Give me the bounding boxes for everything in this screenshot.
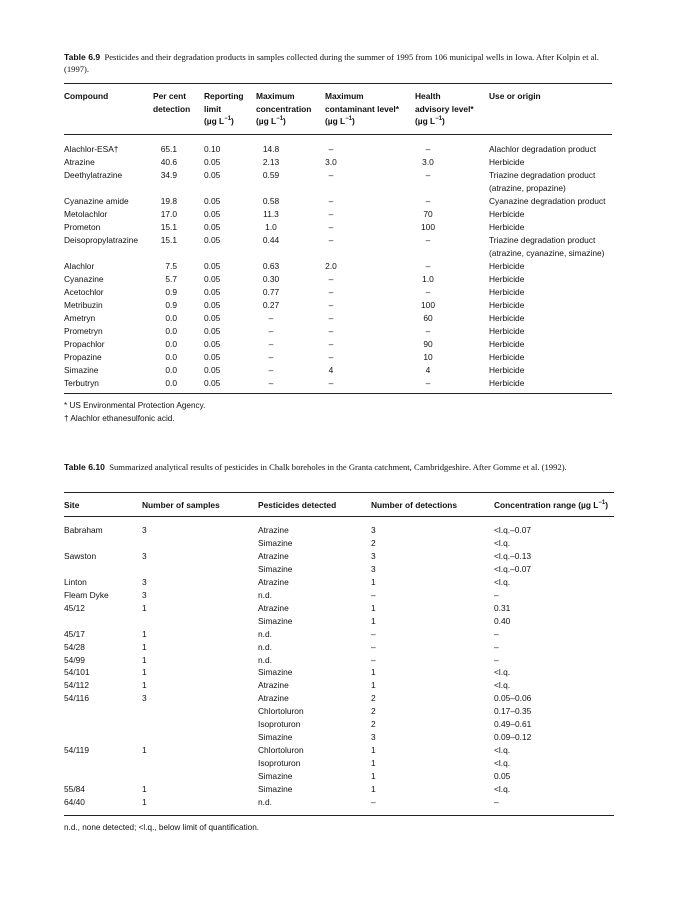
max-concentration-cell: 2.13 xyxy=(262,157,280,167)
reporting-limit-cell: 0.05 xyxy=(204,313,221,323)
max-concentration-cell: – xyxy=(268,378,274,388)
mcl-cell: – xyxy=(328,300,334,310)
pesticide-cell: Simazine xyxy=(258,615,293,626)
header-max-conc-unit: (µg $L^{-1}$) xyxy=(256,116,286,126)
header-pesticides: Pesticides detected xyxy=(258,500,337,510)
mcl-cell: – xyxy=(328,196,334,206)
table-row xyxy=(0,299,691,312)
table-6-10-top-rule xyxy=(64,492,614,493)
header-use: Use or origin xyxy=(489,91,541,101)
reporting-limit-cell: 0.05 xyxy=(204,157,221,167)
max-concentration-cell: – xyxy=(268,352,274,362)
percent-cell: 0.0 xyxy=(165,313,177,323)
detections-cell: 2 xyxy=(371,537,376,548)
compound-cell: Cyanazine xyxy=(64,274,104,284)
header-percent-line1: Per cent xyxy=(153,91,187,101)
mcl-cell: – xyxy=(328,222,334,232)
samples-cell: 1 xyxy=(142,796,147,807)
table-row xyxy=(0,260,691,273)
header-reporting-unit: (µg $L^{-1}$) xyxy=(204,116,234,126)
table-6-10-label: Table 6.10 xyxy=(64,462,105,472)
detections-cell: – xyxy=(371,654,376,665)
use-cell: Herbicide xyxy=(489,209,525,219)
detections-cell: 1 xyxy=(371,615,376,626)
range-cell: – xyxy=(494,589,499,600)
table-row xyxy=(0,602,691,615)
health-advisory-cell: 90 xyxy=(423,339,433,349)
health-advisory-cell: 70 xyxy=(423,209,433,219)
table-row xyxy=(0,312,691,325)
header-max-conc-line1: Maximum xyxy=(256,91,295,101)
samples-cell: 1 xyxy=(142,628,147,639)
max-concentration-cell: 0.59 xyxy=(262,170,280,180)
compound-cell: Propachlor xyxy=(64,339,105,349)
health-advisory-cell: 100 xyxy=(421,300,435,310)
site-cell: 54/112 xyxy=(64,680,89,691)
percent-cell: 7.5 xyxy=(165,261,177,271)
header-reporting xyxy=(204,90,244,128)
mcl-cell: 3.0 xyxy=(325,157,337,167)
samples-cell: 3 xyxy=(142,589,147,600)
compound-cell: Cyanazine amide xyxy=(64,196,129,206)
table-row xyxy=(0,377,691,390)
health-advisory-cell: 4 xyxy=(425,365,431,375)
range-cell: <l.q. xyxy=(494,667,511,678)
header-samples: Number of samples xyxy=(142,500,220,510)
pesticide-cell: Simazine xyxy=(258,784,293,794)
table-row xyxy=(0,537,691,550)
pesticide-cell: Simazine xyxy=(258,771,293,782)
table-row xyxy=(0,744,691,757)
compound-cell: Metribuzin xyxy=(64,300,103,310)
max-concentration-cell: 0.44 xyxy=(262,235,280,245)
site-cell: 45/12 xyxy=(64,602,85,613)
samples-cell: 3 xyxy=(142,576,147,587)
pesticide-cell: Simazine xyxy=(258,563,293,574)
table-row xyxy=(0,325,691,338)
samples-cell: 1 xyxy=(142,784,147,794)
max-concentration-cell: 11.3 xyxy=(263,209,279,219)
detections-cell: 1 xyxy=(371,576,376,587)
health-advisory-cell: – xyxy=(425,170,431,180)
site-cell: 64/40 xyxy=(64,796,85,807)
health-advisory-cell: – xyxy=(425,144,431,154)
header-compound: Compound xyxy=(64,91,109,101)
use-cell: Herbicide xyxy=(489,339,525,349)
range-cell: – xyxy=(494,641,499,652)
table-6-10-caption xyxy=(64,461,624,473)
mcl-cell: – xyxy=(328,339,334,349)
samples-cell: 1 xyxy=(142,641,147,652)
range-cell: <l.q. xyxy=(494,784,511,794)
table-6-9-footnotes xyxy=(64,400,205,425)
header-percent xyxy=(153,90,190,115)
table-row xyxy=(0,589,691,602)
compound-cell: Propazine xyxy=(64,352,102,362)
table-6-10-header-rule xyxy=(64,516,614,517)
detections-cell: 3 xyxy=(371,525,376,535)
compound-cell: Metolachlor xyxy=(64,209,108,219)
compound-cell: Terbutryn xyxy=(64,378,99,388)
detections-cell: 1 xyxy=(371,667,376,678)
max-concentration-cell: – xyxy=(268,326,274,336)
site-cell: Babraham xyxy=(64,525,103,535)
compound-cell: Alachlor-ESA† xyxy=(64,144,119,154)
compound-cell: Ametryn xyxy=(64,313,96,323)
health-advisory-cell: – xyxy=(425,378,431,388)
compound-cell: Acetochlor xyxy=(64,287,104,297)
table-6-10-footnote: n.d., none detected; <l.q., below limit of quantification. xyxy=(64,823,260,832)
detections-cell: – xyxy=(371,628,376,639)
table-6-10-caption-text: Summarized analytical results of pesticides in Chalk boreholes in the Granta catchment, Cambridgeshire. After Gomme et al. (1992). xyxy=(109,462,567,472)
range-cell: 0.31 xyxy=(494,602,511,613)
header-reporting-line1: Reporting xyxy=(204,91,244,101)
max-concentration-cell: – xyxy=(268,313,274,323)
max-concentration-cell: – xyxy=(268,365,274,375)
use-cell: Herbicide xyxy=(489,157,525,167)
use-cell: Triazine degradation product xyxy=(489,235,596,245)
pesticide-cell: Simazine xyxy=(258,537,293,548)
samples-cell: 3 xyxy=(142,525,147,535)
detections-cell: – xyxy=(371,589,376,600)
range-cell: – xyxy=(494,654,499,665)
detections-cell: 1 xyxy=(371,602,376,613)
reporting-limit-cell: 0.05 xyxy=(204,287,221,297)
pesticide-cell: Atrazine xyxy=(258,550,289,561)
table-row xyxy=(0,628,691,641)
samples-cell: 3 xyxy=(142,693,147,704)
mcl-cell: – xyxy=(328,326,334,336)
percent-cell: 15.1 xyxy=(160,222,177,232)
table-row xyxy=(0,576,691,589)
range-cell: 0.17–0.35 xyxy=(494,706,532,717)
table-row xyxy=(0,351,691,364)
max-concentration-cell: – xyxy=(268,339,274,349)
detections-cell: 1 xyxy=(371,771,376,782)
compound-cell: Atrazine xyxy=(64,157,95,167)
range-cell: 0.40 xyxy=(494,615,511,626)
table-row xyxy=(0,524,691,537)
compound-cell: Prometon xyxy=(64,222,101,232)
header-health xyxy=(415,90,474,128)
table-row xyxy=(0,654,691,667)
use-cell: Herbicide xyxy=(489,326,525,336)
table-row xyxy=(0,234,691,258)
range-cell: 0.09–0.12 xyxy=(494,732,532,743)
header-percent-line2: detection xyxy=(153,103,191,114)
site-cell: 54/99 xyxy=(64,654,85,665)
range-cell: 0.05 xyxy=(494,771,511,782)
max-concentration-cell: 1.0 xyxy=(265,222,277,232)
detections-cell: 1 xyxy=(371,784,376,794)
footnote-epa: * US Environmental Protection Agency. xyxy=(64,401,206,410)
table-row xyxy=(0,273,691,286)
max-concentration-cell: 0.63 xyxy=(262,261,280,271)
reporting-limit-cell: 0.05 xyxy=(204,300,221,310)
use-cell: Herbicide xyxy=(489,352,525,362)
pesticide-cell: Simazine xyxy=(258,732,293,743)
site-cell: Fleam Dyke xyxy=(64,589,109,600)
site-cell: 54/101 xyxy=(64,667,90,678)
percent-cell: 0.0 xyxy=(165,352,177,362)
detections-cell: – xyxy=(371,796,376,807)
range-cell: 0.49–0.61 xyxy=(494,719,532,730)
range-cell: <l.q.–0.07 xyxy=(494,563,532,574)
site-cell: 54/119 xyxy=(64,745,89,756)
table-row xyxy=(0,563,691,576)
reporting-limit-cell: 0.05 xyxy=(204,378,221,388)
mcl-cell: – xyxy=(328,144,334,154)
detections-cell: 3 xyxy=(371,550,376,561)
table-row xyxy=(0,757,691,770)
table-row xyxy=(0,169,691,193)
detections-cell: 2 xyxy=(371,706,376,717)
percent-cell: 40.6 xyxy=(160,157,177,167)
table-row xyxy=(0,692,691,705)
pesticide-cell: Isoproturon xyxy=(258,719,301,730)
header-site: Site xyxy=(64,500,80,510)
table-row xyxy=(0,666,691,679)
header-detections: Number of detections xyxy=(371,500,458,510)
samples-cell: 1 xyxy=(142,745,147,756)
health-advisory-cell: – xyxy=(425,261,431,271)
range-cell: <l.q.–0.07 xyxy=(494,525,532,535)
reporting-limit-cell: 0.05 xyxy=(204,339,221,349)
use-cell: Herbicide xyxy=(489,274,525,284)
percent-cell: 0.0 xyxy=(165,326,177,336)
percent-cell: 0.9 xyxy=(165,287,177,297)
table-row xyxy=(0,156,691,169)
table-row xyxy=(0,143,691,156)
table-row xyxy=(0,615,691,628)
reporting-limit-cell: 0.05 xyxy=(204,365,221,375)
reporting-limit-cell: 0.05 xyxy=(204,352,221,362)
table-row xyxy=(0,286,691,299)
range-cell: <l.q.–0.13 xyxy=(494,550,532,561)
range-cell: – xyxy=(494,796,499,807)
use-cell-continued: (atrazine, cyanazine, simazine) xyxy=(489,248,605,258)
mcl-cell: – xyxy=(328,235,334,245)
detections-cell: – xyxy=(371,641,376,652)
header-mcl-line1: Maximum xyxy=(325,91,364,101)
percent-cell: 0.0 xyxy=(165,339,177,349)
pesticide-cell: n.d. xyxy=(258,796,272,807)
range-cell: – xyxy=(494,628,499,639)
pesticide-cell: Isoproturon xyxy=(258,758,301,769)
max-concentration-cell: 14.8 xyxy=(262,144,280,154)
table-row xyxy=(0,338,691,351)
health-advisory-cell: – xyxy=(425,326,431,336)
header-health-line2: advisory level* xyxy=(415,103,474,114)
pesticide-cell: n.d. xyxy=(258,654,272,665)
reporting-limit-cell: 0.05 xyxy=(204,261,221,271)
use-cell: Herbicide xyxy=(489,365,525,375)
samples-cell: 3 xyxy=(142,550,147,561)
table-row xyxy=(0,221,691,234)
mcl-cell: 2.0 xyxy=(325,261,337,271)
table-6-10-bottom-rule xyxy=(64,815,614,816)
detections-cell: 1 xyxy=(371,680,376,691)
header-health-line1: Health xyxy=(415,91,441,101)
percent-cell: 65.1 xyxy=(160,144,177,154)
pesticide-cell: n.d. xyxy=(258,589,272,600)
mcl-cell: – xyxy=(328,274,334,284)
use-cell: Herbicide xyxy=(489,222,525,232)
detections-cell: 1 xyxy=(371,758,376,769)
header-mcl-line2: contaminant level* xyxy=(325,103,400,114)
header-range: Concentration range (µg $L^{-1}$) xyxy=(494,500,609,510)
header-mcl xyxy=(325,90,399,128)
percent-cell: 0.9 xyxy=(165,300,177,310)
percent-cell: 17.0 xyxy=(160,209,177,219)
mcl-cell: – xyxy=(328,287,334,297)
use-cell: Cyanazine degradation product xyxy=(489,196,606,206)
use-cell-continued: (atrazine, propazine) xyxy=(489,183,566,193)
reporting-limit-cell: 0.05 xyxy=(204,222,221,232)
use-cell: Herbicide xyxy=(489,287,525,297)
max-concentration-cell: 0.30 xyxy=(262,274,280,284)
reporting-limit-cell: 0.05 xyxy=(204,235,221,245)
site-cell: Linton xyxy=(64,576,87,587)
pesticide-cell: Simazine xyxy=(258,667,293,678)
health-advisory-cell: – xyxy=(425,287,431,297)
site-cell: 54/116 xyxy=(64,693,89,704)
reporting-limit-cell: 0.05 xyxy=(204,170,221,180)
detections-cell: 2 xyxy=(371,719,376,730)
max-concentration-cell: 0.58 xyxy=(262,196,280,206)
detections-cell: 1 xyxy=(371,745,376,756)
table-row xyxy=(0,364,691,377)
compound-cell: Alachlor xyxy=(64,261,95,271)
use-cell: Herbicide xyxy=(489,261,525,271)
header-max-conc xyxy=(256,90,311,128)
table-row xyxy=(0,783,691,796)
health-advisory-cell: 60 xyxy=(423,313,433,323)
site-cell: 45/17 xyxy=(64,628,85,639)
health-advisory-cell: 10 xyxy=(423,352,433,362)
mcl-cell: – xyxy=(328,209,334,219)
reporting-limit-cell: 0.10 xyxy=(204,144,221,154)
table-6-9-label: Table 6.9 xyxy=(64,52,101,62)
footnote-alachlor: † Alachlor ethanesulfonic acid. xyxy=(64,413,175,423)
percent-cell: 5.7 xyxy=(165,274,177,284)
header-health-unit: (µg $L^{-1}$) xyxy=(415,116,445,126)
percent-cell: 15.1 xyxy=(160,235,177,245)
percent-cell: 0.0 xyxy=(165,365,177,375)
table-6-9-bottom-rule xyxy=(64,393,612,394)
range-cell: <l.q. xyxy=(494,537,511,548)
range-cell: <l.q. xyxy=(494,680,511,691)
mcl-cell: – xyxy=(328,378,334,388)
pesticide-cell: n.d. xyxy=(258,628,272,639)
samples-cell: 1 xyxy=(142,680,147,691)
reporting-limit-cell: 0.05 xyxy=(204,209,221,219)
table-6-9-top-rule xyxy=(64,83,612,84)
range-cell: <l.q. xyxy=(494,576,511,587)
table-row xyxy=(0,705,691,718)
mcl-cell: – xyxy=(328,313,334,323)
table-6-9-caption xyxy=(64,51,624,75)
table-row xyxy=(0,770,691,783)
health-advisory-cell: – xyxy=(425,196,431,206)
table-row xyxy=(0,679,691,692)
samples-cell: 1 xyxy=(142,654,147,665)
mcl-cell: 4 xyxy=(328,365,334,375)
table-6-9-header-rule xyxy=(64,134,612,135)
health-advisory-cell: 3.0 xyxy=(422,157,434,167)
percent-cell: 34.9 xyxy=(160,170,177,180)
health-advisory-cell: 1.0 xyxy=(422,274,434,284)
pesticide-cell: Atrazine xyxy=(258,680,289,691)
compound-cell: Simazine xyxy=(64,365,99,375)
use-cell: Triazine degradation product xyxy=(489,170,596,180)
table-6-9-caption-text: Pesticides and their degradation products in samples collected during the summer of 1995 from 106 municipal wells in Iowa. After Kolpin et al. (1997). xyxy=(64,52,599,74)
pesticide-cell: Chlortoluron xyxy=(258,745,304,756)
max-concentration-cell: 0.27 xyxy=(262,300,280,310)
table-row xyxy=(0,718,691,731)
table-row xyxy=(0,550,691,563)
detections-cell: 3 xyxy=(371,732,376,743)
compound-cell: Prometryn xyxy=(64,326,103,336)
range-cell: 0.05–0.06 xyxy=(494,693,532,704)
header-mcl-unit: (µg $L^{-1}$) xyxy=(325,116,355,126)
pesticide-cell: n.d. xyxy=(258,641,272,652)
use-cell: Herbicide xyxy=(489,378,525,388)
reporting-limit-cell: 0.05 xyxy=(204,274,221,284)
compound-cell: Deethylatrazine xyxy=(64,170,123,180)
table-row xyxy=(0,208,691,221)
use-cell: Herbicide xyxy=(489,300,525,310)
range-cell: <l.q. xyxy=(494,758,511,769)
site-cell: Sawston xyxy=(64,550,97,561)
site-cell: 55/84 xyxy=(64,784,85,794)
detections-cell: 2 xyxy=(371,693,376,704)
table-row xyxy=(0,731,691,744)
health-advisory-cell: – xyxy=(425,235,431,245)
samples-cell: 1 xyxy=(142,602,147,613)
use-cell: Herbicide xyxy=(489,313,525,323)
compound-cell: Deisopropylatrazine xyxy=(64,235,139,245)
pesticide-cell: Atrazine xyxy=(258,602,289,613)
pesticide-cell: Atrazine xyxy=(258,576,289,587)
percent-cell: 19.8 xyxy=(160,196,177,206)
reporting-limit-cell: 0.05 xyxy=(204,196,221,206)
health-advisory-cell: 100 xyxy=(421,222,435,232)
range-cell: <l.q. xyxy=(494,745,511,756)
mcl-cell: – xyxy=(328,170,334,180)
pesticide-cell: Atrazine xyxy=(258,693,289,704)
use-cell: Alachlor degradation product xyxy=(489,144,597,154)
mcl-cell: – xyxy=(328,352,334,362)
detections-cell: 3 xyxy=(371,563,376,574)
header-max-conc-line2: concentration xyxy=(256,103,312,114)
site-cell: 54/28 xyxy=(64,641,85,652)
reporting-limit-cell: 0.05 xyxy=(204,326,221,336)
header-reporting-line2: limit xyxy=(204,103,222,114)
table-row xyxy=(0,195,691,208)
pesticide-cell: Atrazine xyxy=(258,525,289,535)
max-concentration-cell: 0.77 xyxy=(262,287,280,297)
table-row xyxy=(0,796,691,809)
pesticide-cell: Chlortoluron xyxy=(258,706,304,717)
table-row xyxy=(0,641,691,654)
percent-cell: 0.0 xyxy=(165,378,177,388)
samples-cell: 1 xyxy=(142,667,147,678)
